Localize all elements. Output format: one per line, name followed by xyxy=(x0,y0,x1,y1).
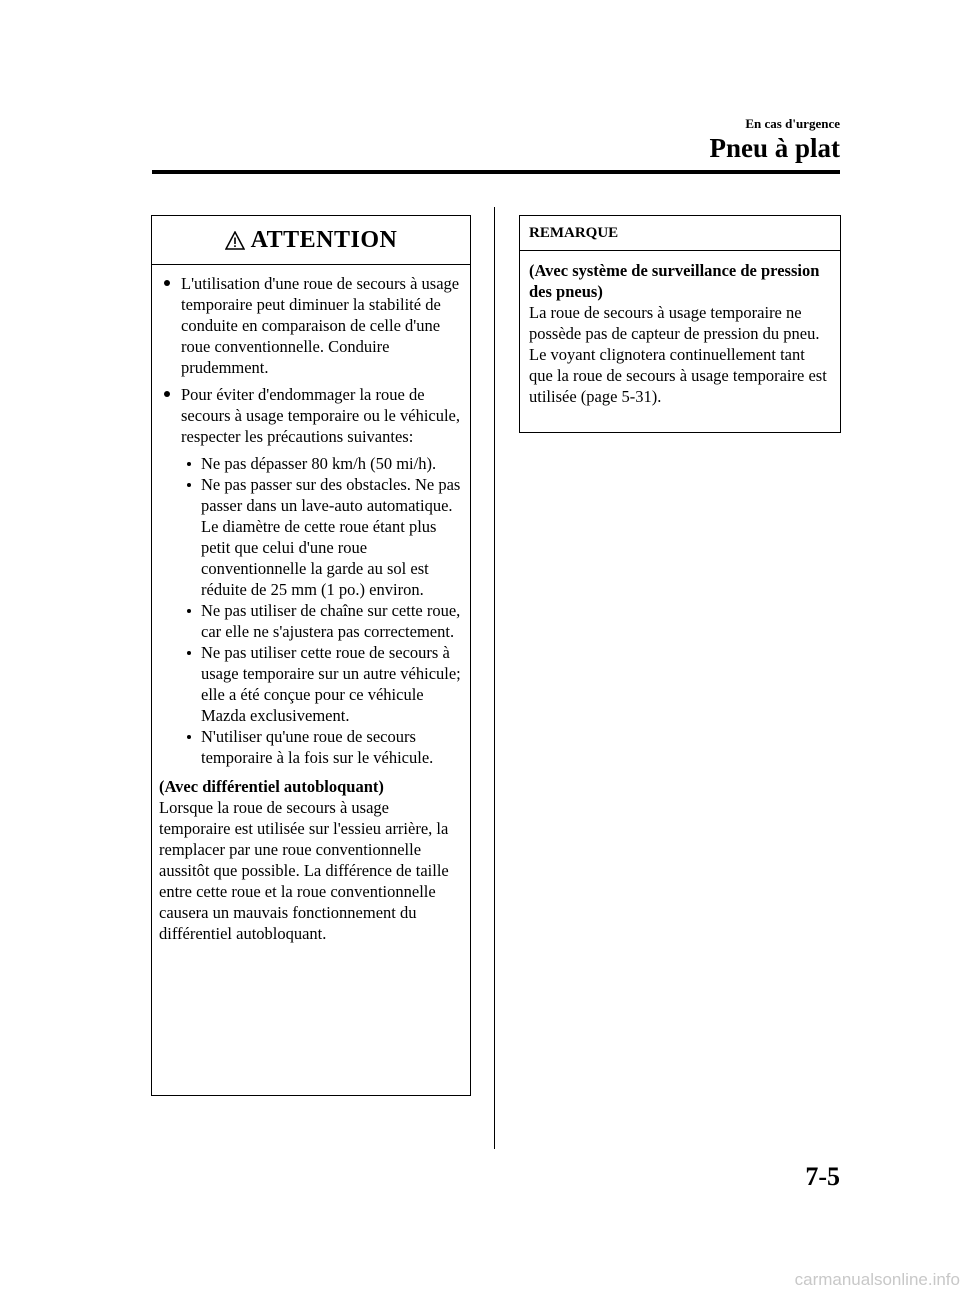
bullet-icon xyxy=(164,391,170,397)
remark-text: La roue de secours à usage temporaire ne possède pas de capteur de pression du pneu. Le voyant clignotera continuellement tant que la roue de secours à usage temporaire est utilisée (page 5-31). xyxy=(529,303,827,406)
sub-bullet-text: Ne pas dépasser 80 km/h (50 mi/h). xyxy=(201,454,437,473)
sub-bullet-icon xyxy=(187,462,191,466)
header-rule xyxy=(152,170,840,174)
note-text: Lorsque la roue de secours à usage temporaire est utilisée sur l'essieu arrière, la remplacer par une roue conventionnelle aussitôt que possible. La différence de taille entre cette roue et la roue conventionnelle causera un mauvais fonctionnement du différentiel autobloquant. xyxy=(159,798,449,943)
sub-bullet-icon xyxy=(187,735,191,739)
attention-header xyxy=(152,216,470,265)
sub-bullet-text: Ne pas passer sur des obstacles. Ne pas passer dans un lave-auto automatique. Le diamètre de cette roue étant plus petit que celui d'une roue conventionnelle la garde au sol est réduite de 25 mm (1 po.) environ. xyxy=(201,475,461,599)
sub-bullet xyxy=(181,600,464,642)
column-divider xyxy=(494,207,495,1149)
sub-bullet xyxy=(181,453,464,474)
attention-body xyxy=(152,265,470,944)
sub-bullet-text: Ne pas utiliser de chaîne sur cette roue, car elle ne s'ajustera pas correctement. xyxy=(201,601,461,641)
section-label: En cas d'urgence xyxy=(745,116,840,131)
remark-title: REMARQUE xyxy=(520,216,840,251)
attention-title: ATTENTION xyxy=(250,226,398,253)
watermark: carmanualsonline.info xyxy=(794,1270,960,1289)
sub-bullet-icon xyxy=(187,651,191,655)
warning-triangle-icon xyxy=(225,231,245,250)
remark-body xyxy=(520,251,840,407)
remark-heading: (Avec système de surveillance de pression des pneus) xyxy=(529,261,820,301)
sub-bullet-icon xyxy=(187,609,191,613)
note-heading: (Avec différentiel autobloquant) xyxy=(159,777,384,796)
sub-bullet-icon xyxy=(187,483,191,487)
bullet-text: L'utilisation d'une roue de secours à usage temporaire peut diminuer la stabilité de conduite en comparaison de celle d'une roue conventionnelle. Conduire prudemment. xyxy=(181,274,460,377)
sub-bullet xyxy=(181,642,464,726)
sub-bullet xyxy=(181,726,464,768)
sub-bullet-list xyxy=(159,453,464,768)
attention-box xyxy=(151,215,471,1096)
sub-bullet-text: N'utiliser qu'une roue de secours temporaire à la fois sur le véhicule. xyxy=(201,727,434,767)
remark-box xyxy=(519,215,841,433)
sub-bullet xyxy=(181,474,464,600)
bullet-text: Pour éviter d'endommager la roue de secours à usage temporaire ou le véhicule, respecter les précautions suivantes: xyxy=(181,385,461,446)
attention-bullet xyxy=(159,384,464,447)
sub-bullet-text: Ne pas utiliser cette roue de secours à usage temporaire sur un autre véhicule; elle a été conçue pour ce véhicule Mazda exclusivement. xyxy=(201,643,461,725)
page-number: 7-5 xyxy=(805,1162,840,1191)
attention-bullet xyxy=(159,273,464,378)
bullet-icon xyxy=(164,280,170,286)
page-title: Pneu à plat xyxy=(709,133,840,163)
